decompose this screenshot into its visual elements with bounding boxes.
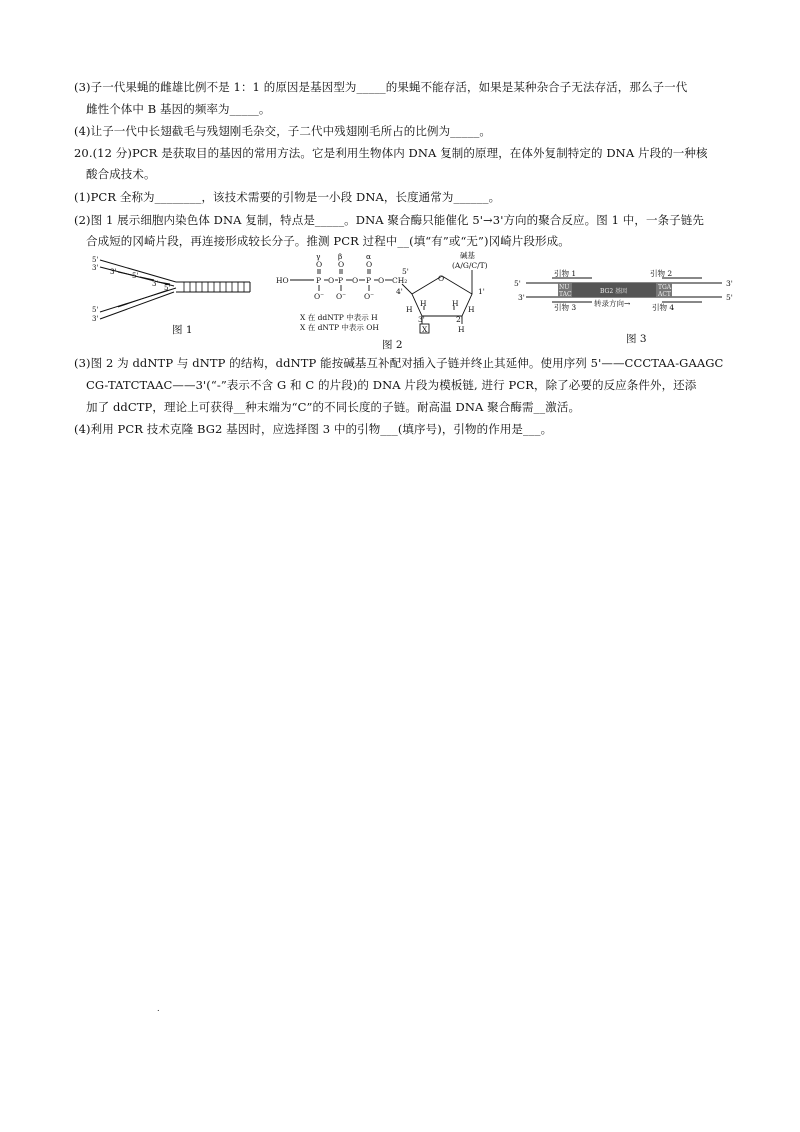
h-label: H [420, 299, 427, 308]
question-20-1: (1)PCR 全称为________，该技术需要的引物是一小段 DNA，长度通常为______。 [74, 190, 501, 204]
x-label: X [422, 325, 428, 334]
fig3-end-label: 3' [518, 293, 525, 302]
h-label: H [452, 299, 459, 308]
ring-oxygen-label: O [438, 274, 445, 283]
fig3-end-label: 3' [726, 279, 733, 288]
question-20-4: (4)利用 PCR 技术克隆 BG2 基因时，应选择图 3 中的引物___(填序号)，引物的作用是___。 [74, 422, 553, 436]
fig1-end-label: 3' [92, 264, 99, 272]
figure-2-ddntp-structure [272, 250, 502, 338]
seq-left-top: NU [559, 284, 570, 291]
oxygen-label: O [378, 276, 385, 285]
h-label: H [406, 305, 413, 314]
primer-2-label: 引物 2 [650, 269, 673, 278]
c3-label: 3' [418, 315, 425, 324]
question-20-intro-line2: 酸合成技术。 [86, 167, 156, 181]
bg2-gene-label: BG2 基因 [600, 288, 628, 295]
phosphorus-label: P [366, 276, 372, 285]
oxygen-label: O [366, 260, 373, 269]
c5-label: 5' [402, 267, 409, 276]
seq-right-bottom: ACT [658, 291, 671, 298]
oxygen-label: O [338, 260, 345, 269]
question-20-3-line3: 加了 ddCTP，理论上可获得__种末端为“C”的不同长度的子链。耐高温 DNA 聚合酶需__激活。 [86, 400, 581, 414]
h-label: H [458, 325, 465, 334]
figure-3-bg2-primers [512, 266, 738, 316]
transcription-direction-label: 转录方向→ [594, 299, 631, 308]
c4-label: 4' [396, 287, 403, 296]
fig3-end-label: 5' [726, 293, 733, 302]
ho-label: HO [276, 276, 289, 285]
base-label: 碱基 [460, 251, 475, 260]
fig1-end-label: 5' [92, 256, 99, 264]
h-label: H [468, 305, 475, 314]
oxygen-label: O [352, 276, 359, 285]
primer-3-label: 引物 3 [554, 303, 577, 312]
fig3-end-label: 5' [514, 279, 521, 288]
question-3-line1: (3)子一代果蝇的雌雄比例不是 1：1 的原因是基因型为_____的果蝇不能存活，如果是某种杂合子无法存活，那么子一代 [74, 80, 688, 94]
footer-dot: . [157, 1004, 160, 1013]
phosphorus-label: P [338, 276, 344, 285]
figure-1-label: 图 1 [172, 324, 193, 336]
seq-right-top: TGA [658, 284, 672, 291]
base-options-label: (A/G/C/T) [452, 261, 488, 270]
question-20-intro-line1: 20.(12 分)PCR 是获取目的基因的常用方法。它是利用生物体内 DNA 复制的原理，在体外复制特定的 DNA 片段的一种核 [74, 146, 708, 160]
fig1-end-label: 3' [92, 315, 99, 323]
o-minus-label: O⁻ [364, 292, 375, 301]
question-20-3-line1: (3)图 2 为 ddNTP 与 dNTP 的结构，ddNTP 能按碱基互补配对插入子链并终止其延伸。使用序列 5'——CCCTAA-GAAGC [74, 356, 724, 370]
fig1-end-label: 3' [152, 280, 159, 288]
figure-3-label: 图 3 [626, 333, 647, 345]
gamma-label: γ [316, 252, 321, 261]
primer-1-label: 引物 1 [554, 269, 577, 278]
ch2-label: CH₂ [392, 276, 408, 285]
c1-label: 1' [478, 287, 485, 296]
alpha-label: α [366, 252, 372, 261]
fig1-end-label: 5' [92, 306, 99, 314]
phosphorus-label: P [316, 276, 322, 285]
question-3-line2: 雌性个体中 B 基因的频率为_____。 [86, 102, 271, 116]
note-dntp: X 在 dNTP 中表示 OH [300, 323, 379, 332]
note-ddntp: X 在 ddNTP 中表示 H [300, 313, 378, 322]
oxygen-label: O [316, 260, 323, 269]
fig1-end-label: 3' [110, 268, 117, 276]
beta-label: β [338, 252, 343, 261]
o-minus-label: O⁻ [314, 292, 325, 301]
question-20-3-line2: CG-TATCTAAC——3'(“-”表示不含 G 和 C 的片段)的 DNA 片段为模板链, 进行 PCR，除了必要的反应条件外，还添 [86, 378, 697, 392]
seq-left-bottom: TAC [559, 291, 572, 298]
question-4-line: (4)让子一代中长翅截毛与残翅刚毛杂交，子二代中残翅刚毛所占的比例为_____。 [74, 124, 492, 138]
fig1-end-label: 5' [132, 272, 139, 280]
fig1-end-label: 5' [164, 284, 171, 292]
oxygen-label: O [328, 276, 335, 285]
question-20-2-line2: 合成短的冈崎片段，再连接形成较长分子。推测 PCR 过程中__(填“有”或“无”)冈崎片段形成。 [86, 234, 570, 248]
question-20-2-line1: (2)图 1 展示细胞内染色体 DNA 复制，特点是_____。DNA 聚合酶只能催化 5'→3'方向的聚合反应。图 1 中，一条子链先 [74, 213, 704, 227]
o-minus-label: O⁻ [336, 292, 347, 301]
figure-2-label: 图 2 [382, 339, 403, 351]
primer-4-label: 引物 4 [652, 303, 675, 312]
c2-label: 2' [456, 315, 463, 324]
